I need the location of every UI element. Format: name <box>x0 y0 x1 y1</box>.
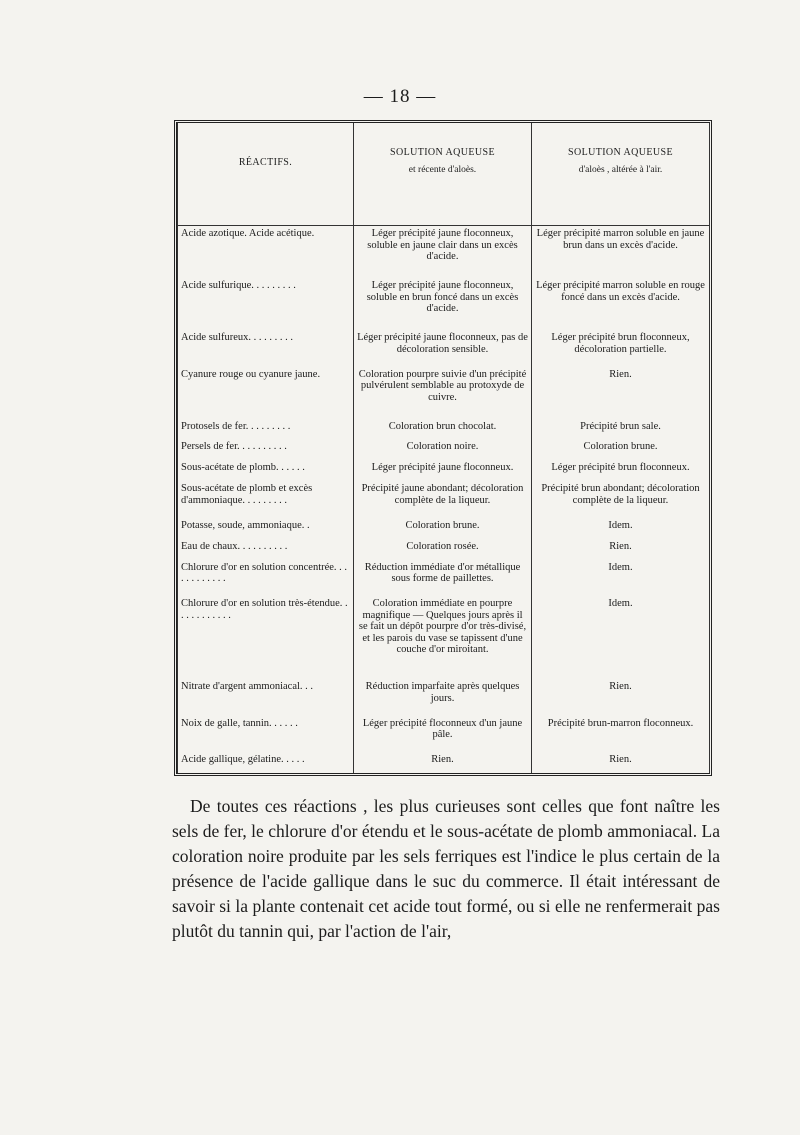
table-row <box>178 226 710 279</box>
fresh-solution-cell: Léger précipité floconneux d'un jaune pâle. <box>354 716 532 752</box>
table-row <box>178 752 710 773</box>
reactif-cell: Chlorure d'or en solution très-étendue. . . . . . . . . . . . <box>178 596 354 679</box>
fresh-solution-cell: Léger précipité jaune floconneux, soluble en jaune clair dans un excès d'acide. <box>354 226 532 279</box>
altered-solution-cell: Léger précipité marron soluble en rouge foncé dans un excès d'acide. <box>532 278 710 330</box>
altered-solution-cell: Précipité brun abondant; décoloration complète de la liqueur. <box>532 481 710 517</box>
altered-solution-cell: Rien. <box>532 752 710 773</box>
header-altered-sub: d'aloès , altérée à l'air. <box>578 164 663 175</box>
header-fresh-solution <box>354 123 532 226</box>
reactif-cell: Protosels de fer. . . . . . . . . <box>178 419 354 440</box>
table-row <box>178 596 710 679</box>
table-row <box>178 716 710 752</box>
fresh-solution-cell: Réduction imparfaite après quelques jours. <box>354 679 532 715</box>
table-row <box>178 679 710 715</box>
altered-solution-cell: Idem. <box>532 596 710 679</box>
reactif-cell: Sous-acétate de plomb. . . . . . <box>178 460 354 481</box>
reactions-table-body <box>178 226 710 774</box>
reactif-cell: Acide gallique, gélatine. . . . . <box>178 752 354 773</box>
table-row <box>178 518 710 539</box>
altered-solution-cell: Léger précipité marron soluble en jaune brun dans un excès d'acide. <box>532 226 710 279</box>
altered-solution-cell: Idem. <box>532 560 710 596</box>
reactif-cell: Sous-acétate de plomb et excès d'ammoniaque. . . . . . . . . <box>178 481 354 517</box>
header-fresh-title: SOLUTION AQUEUSE <box>389 147 495 158</box>
fresh-solution-cell: Rien. <box>354 752 532 773</box>
body-text <box>172 794 720 944</box>
fresh-solution-cell: Léger précipité jaune floconneux. <box>354 460 532 481</box>
table-row <box>178 481 710 517</box>
header-altered-solution <box>532 123 710 226</box>
fresh-solution-cell: Léger précipité jaune floconneux, soluble en brun foncé dans un excès d'acide. <box>354 278 532 330</box>
table-row <box>178 439 710 460</box>
altered-solution-cell: Rien. <box>532 367 710 419</box>
reactif-cell: Acide sulfurique. . . . . . . . . <box>178 278 354 330</box>
table-row <box>178 419 710 440</box>
fresh-solution-cell: Coloration brune. <box>354 518 532 539</box>
altered-solution-cell: Rien. <box>532 539 710 560</box>
reactif-cell: Potasse, soude, ammoniaque. . <box>178 518 354 539</box>
reactif-cell: Chlorure d'or en solution concentrée. . . . . . . . . . . . <box>178 560 354 596</box>
reactif-cell: Persels de fer. . . . . . . . . . <box>178 439 354 460</box>
table-row <box>178 539 710 560</box>
reactif-cell: Acide sulfureux. . . . . . . . . <box>178 330 354 366</box>
fresh-solution-cell: Coloration brun chocolat. <box>354 419 532 440</box>
reactif-cell: Nitrate d'argent ammoniacal. . . <box>178 679 354 715</box>
header-altered-title: SOLUTION AQUEUSE <box>567 147 673 158</box>
header-reactifs <box>178 123 354 226</box>
altered-solution-cell: Idem. <box>532 518 710 539</box>
table-header-row <box>178 123 710 226</box>
altered-solution-cell: Léger précipité brun floconneux. <box>532 460 710 481</box>
altered-solution-cell: Rien. <box>532 679 710 715</box>
reactif-cell: Cyanure rouge ou cyanure jaune. <box>178 367 354 419</box>
fresh-solution-cell: Réduction immédiate d'or métallique sous forme de paillettes. <box>354 560 532 596</box>
header-reactifs-label: RÉACTIFS. <box>238 157 293 168</box>
fresh-solution-cell: Coloration noire. <box>354 439 532 460</box>
body-paragraph: De toutes ces réactions , les plus curieuses sont celles que font naître les sels de fer, le chlorure d'or étendu et le sous-acétate de plomb ammoniacal. La coloration noire produite par les sels ferriques est l'indice le plus certain de la présence de l'acide gallique dans le suc du commerce. Il était intéressant de savoir si la plante contenait cet acide tout formé, ou si elle ne renfermerait pas plutôt du tannin qui, par l'action de l'air, <box>172 796 720 941</box>
reactif-cell: Eau de chaux. . . . . . . . . . <box>178 539 354 560</box>
table-row <box>178 367 710 419</box>
altered-solution-cell: Précipité brun sale. <box>532 419 710 440</box>
table-row <box>178 330 710 366</box>
fresh-solution-cell: Léger précipité jaune floconneux, pas de décoloration sensible. <box>354 330 532 366</box>
reactif-cell: Acide azotique. Acide acétique. <box>178 226 354 279</box>
reactif-cell: Noix de galle, tannin. . . . . . <box>178 716 354 752</box>
table-row <box>178 560 710 596</box>
fresh-solution-cell: Coloration immédiate en pourpre magnifique — Quelques jours après il se fait un dépôt pourpre d'or très-divisé, et les parois du vase se tapissent d'une couche d'or miroitant. <box>354 596 532 679</box>
page-number: — 18 — <box>363 86 437 107</box>
reactions-table-frame <box>174 120 712 776</box>
fresh-solution-cell: Coloration rosée. <box>354 539 532 560</box>
table-row <box>178 278 710 330</box>
altered-solution-cell: Léger précipité brun floconneux, décoloration partielle. <box>532 330 710 366</box>
fresh-solution-cell: Précipité jaune abondant; décoloration complète de la liqueur. <box>354 481 532 517</box>
fresh-solution-cell: Coloration pourpre suivie d'un précipité pulvérulent semblable au protoxyde de cuivre. <box>354 367 532 419</box>
reactions-table <box>177 123 710 773</box>
altered-solution-cell: Précipité brun-marron floconneux. <box>532 716 710 752</box>
table-row <box>178 460 710 481</box>
header-fresh-sub: et récente d'aloès. <box>408 164 477 175</box>
altered-solution-cell: Coloration brune. <box>532 439 710 460</box>
